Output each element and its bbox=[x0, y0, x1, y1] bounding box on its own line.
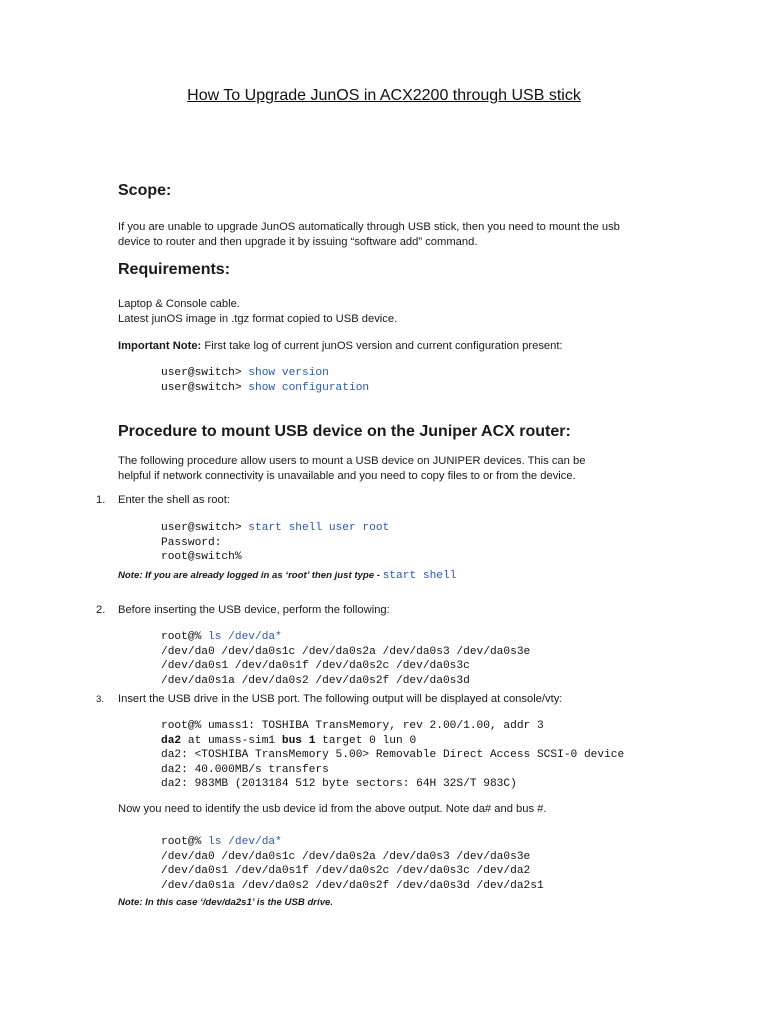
code-line: target 0 lun 0 bbox=[315, 734, 417, 747]
code-command: start shell user root bbox=[248, 522, 390, 534]
step-2-text: Before inserting the USB device, perform the following: bbox=[118, 604, 390, 616]
procedure-paragraph bbox=[118, 454, 678, 483]
scope-paragraph bbox=[118, 220, 678, 249]
scope-line-1: If you are unable to upgrade JunOS automatically through USB stick, then you need to mount the usb bbox=[118, 221, 620, 233]
code-line: /dev/da0s1 /dev/da0s1f /dev/da0s2c /dev/da0s3c /dev/da2 bbox=[161, 865, 531, 877]
code-line: da2: 983MB (2013184 512 byte sectors: 64H 32S/T 983C) bbox=[161, 778, 517, 790]
important-note-text: First take log of current junOS version and current configuration present: bbox=[201, 340, 563, 352]
code-line: /dev/da0 /dev/da0s1c /dev/da0s2a /dev/da0s3 /dev/da0s3e bbox=[161, 850, 531, 863]
step-number: 1. bbox=[96, 494, 106, 506]
code-line: da2: <TOSHIBA TransMemory 5.00> Removable Direct Access SCSI-0 device bbox=[161, 749, 625, 761]
step-2-code bbox=[161, 630, 530, 688]
step-number: 3. bbox=[96, 694, 105, 705]
step-3-text: Insert the USB drive in the USB port. The following output will be displayed at console/vty: bbox=[118, 693, 563, 705]
code-line: root@% umass1: TOSHIBA TransMemory, rev 2.00/1.00, addr 3 bbox=[161, 720, 544, 732]
code-bold: bus 1 bbox=[281, 734, 316, 747]
code-prompt: user@switch> bbox=[161, 522, 249, 534]
code-prompt: root@% bbox=[161, 836, 208, 848]
step-number: 2. bbox=[96, 604, 106, 616]
code-command: ls /dev/da* bbox=[208, 631, 282, 643]
step-1-note bbox=[118, 570, 456, 582]
code-line: /dev/da0s1a /dev/da0s2 /dev/da0s2f /dev/da0s3d bbox=[161, 674, 470, 687]
requirements-list bbox=[118, 297, 678, 326]
code-prompt: user@switch> bbox=[161, 381, 249, 394]
identify-paragraph: Now you need to identify the usb device id from the above output. Note da# and bus #. bbox=[118, 803, 547, 815]
code-bold: da2 bbox=[161, 734, 182, 747]
requirement-item: Latest junOS image in .tgz format copied to USB device. bbox=[118, 312, 398, 325]
code-line: /dev/da0 /dev/da0s1c /dev/da0s2a /dev/da0s3 /dev/da0s3e bbox=[161, 645, 531, 658]
important-note-label: Important Note: bbox=[118, 340, 202, 352]
document-title: How To Upgrade JunOS in ACX2200 through USB stick bbox=[187, 87, 581, 104]
version-commands bbox=[161, 366, 369, 395]
code-prompt: root@% bbox=[161, 631, 208, 643]
code-command: show configuration bbox=[248, 381, 370, 394]
code-line: at umass-sim1 bbox=[181, 734, 282, 747]
code-line: da2: 40.000MB/s transfers bbox=[161, 763, 329, 776]
important-note bbox=[118, 339, 678, 354]
code-line: /dev/da0s1 /dev/da0s1f /dev/da0s2c /dev/da0s3c bbox=[161, 660, 470, 672]
note-text: Note: If you are already logged in as ‘root’ then just type - bbox=[118, 570, 383, 581]
step-1-code bbox=[161, 521, 389, 565]
procedure-heading: Procedure to mount USB device on the Juniper ACX router: bbox=[118, 423, 571, 440]
scope-line-2: device to router and then upgrade it by issuing “software add” command. bbox=[118, 235, 478, 248]
procedure-line-1: The following procedure allow users to mount a USB device on JUNIPER devices. This can be bbox=[118, 455, 586, 467]
code-command: ls /dev/da* bbox=[208, 836, 282, 848]
code-prompt: user@switch> bbox=[161, 367, 249, 379]
requirement-item: Laptop & Console cable. bbox=[118, 298, 240, 310]
step-3-note: Note: In this case ‘/dev/da2s1’ is the USB drive. bbox=[118, 897, 334, 908]
code-command: show version bbox=[248, 367, 329, 379]
step-3-code bbox=[161, 719, 624, 792]
scope-heading: Scope: bbox=[118, 182, 172, 199]
code-line: Password: bbox=[161, 536, 222, 549]
code-line: root@switch% bbox=[161, 551, 242, 563]
step-1-text: Enter the shell as root: bbox=[118, 494, 230, 506]
procedure-line-2: helpful if network connectivity is unavailable and you need to copy files to or from the device. bbox=[118, 469, 576, 482]
code-line: /dev/da0s1a /dev/da0s2 /dev/da0s2f /dev/da0s3d /dev/da2s1 bbox=[161, 879, 544, 892]
note-command: start shell bbox=[382, 570, 457, 582]
requirements-heading: Requirements: bbox=[118, 261, 231, 278]
step-3-listing bbox=[161, 835, 544, 893]
